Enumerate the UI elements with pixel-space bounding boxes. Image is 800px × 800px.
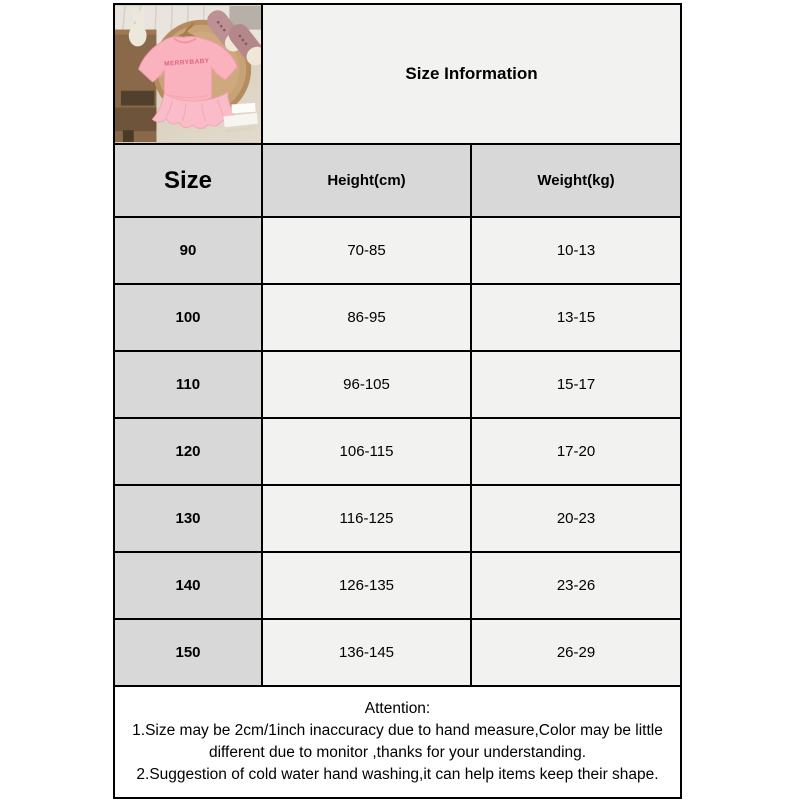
column-header-weight: Weight(kg) — [471, 144, 681, 217]
table-row — [114, 351, 681, 418]
table-row — [114, 619, 681, 686]
attention-note-1: 1.Size may be 2cm/1inch inaccuracy due to hand measure,Color may be little different due to monitor ,thanks for your understanding. — [132, 722, 663, 761]
weight-cell: 13-15 — [471, 284, 681, 351]
size-cell: 90 — [114, 217, 262, 284]
height-cell: 116-125 — [262, 485, 471, 552]
height-cell: 136-145 — [262, 619, 471, 686]
size-cell: 140 — [114, 552, 262, 619]
attention-note — [114, 686, 681, 798]
table-row — [114, 217, 681, 284]
size-cell: 100 — [114, 284, 262, 351]
size-cell: 130 — [114, 485, 262, 552]
height-cell: 126-135 — [262, 552, 471, 619]
size-table — [113, 3, 682, 799]
product-photo — [114, 4, 262, 144]
table-header-row — [114, 144, 681, 217]
wooden-cabinet — [115, 30, 156, 142]
height-cell: 86-95 — [262, 284, 471, 351]
weight-cell: 26-29 — [471, 619, 681, 686]
column-header-size: Size — [114, 144, 262, 217]
attention-row — [114, 686, 681, 798]
sheet-title-text: Size Information — [405, 64, 538, 83]
sheet-title — [262, 4, 681, 144]
table-row — [114, 418, 681, 485]
weight-cell: 20-23 — [471, 485, 681, 552]
size-info-sheet — [113, 3, 680, 799]
height-cell: 106-115 — [262, 418, 471, 485]
weight-cell: 17-20 — [471, 418, 681, 485]
table-row — [114, 284, 681, 351]
height-cell: 70-85 — [262, 217, 471, 284]
attention-note-2: 2.Suggestion of cold water hand washing,it can help items keep their shape. — [136, 766, 659, 783]
size-cell: 120 — [114, 418, 262, 485]
size-cell: 110 — [114, 351, 262, 418]
size-cell: 150 — [114, 619, 262, 686]
table-row — [114, 485, 681, 552]
attention-heading: Attention: — [364, 700, 431, 717]
shirt-logo-text: MERRYBABY — [164, 57, 210, 68]
height-cell: 96-105 — [262, 351, 471, 418]
weight-cell: 23-26 — [471, 552, 681, 619]
table-row — [114, 552, 681, 619]
photo-title-row — [114, 4, 681, 144]
weight-cell: 15-17 — [471, 351, 681, 418]
product-photo-illustration — [115, 6, 261, 142]
weight-cell: 10-13 — [471, 217, 681, 284]
column-header-height: Height(cm) — [262, 144, 471, 217]
